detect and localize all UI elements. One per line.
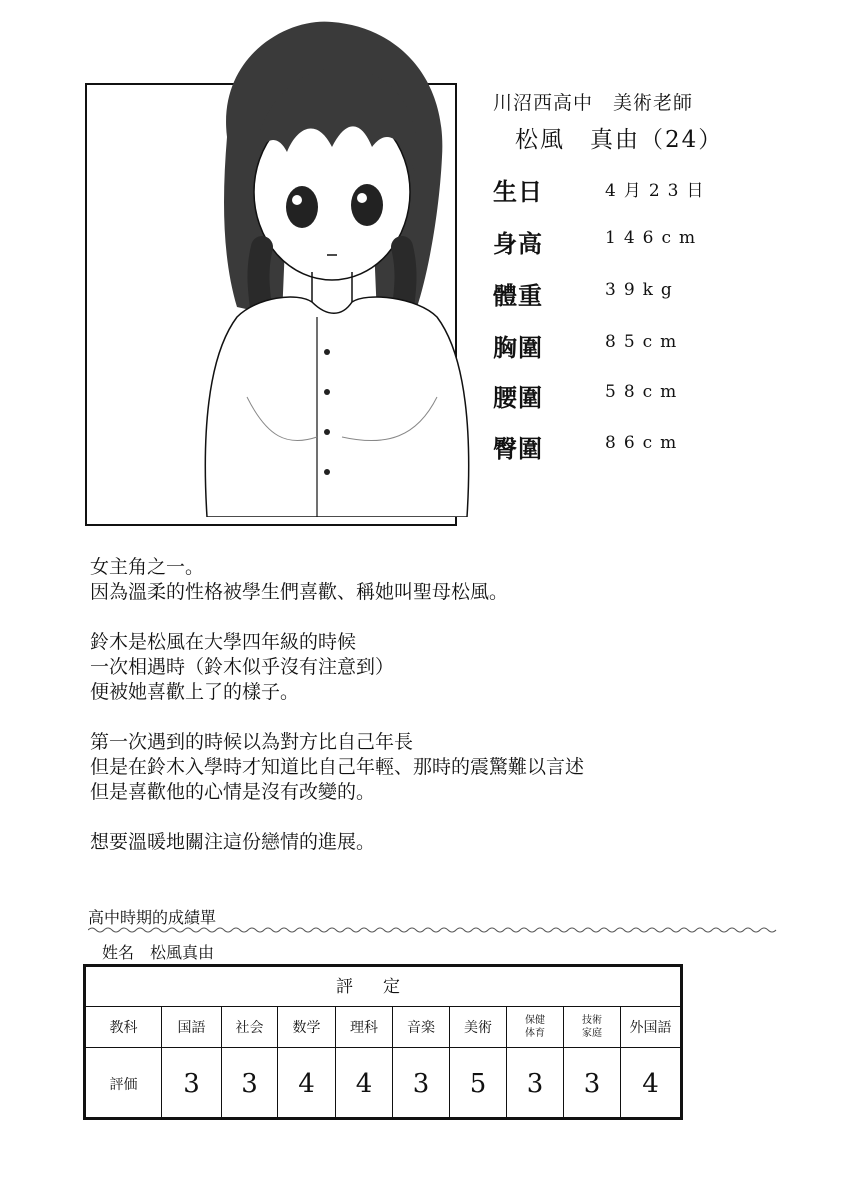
description-line: 但是在鈴木入學時才知道比自己年輕、那時的震驚難以言述 [90,756,585,778]
grade-cell: 5 [449,1048,506,1120]
grade-table [83,964,683,1120]
stat-label: 身高 [493,229,543,258]
subject-label: 教科 [109,1020,138,1036]
stat-label: 腰圍 [493,383,543,412]
subject-cell: 外国語 [620,1007,680,1047]
character-illustration [167,17,477,517]
stat-value: 58cm [605,382,685,402]
grade-cell: 3 [563,1048,620,1120]
stat-label: 生日 [493,177,543,206]
description-line: 女主角之一。 [90,556,205,578]
grade-cell: 3 [392,1048,449,1120]
grade-cell: 3 [506,1048,563,1120]
stat-value: 39kg [605,280,680,300]
subject-cell: 保健 体育 [506,1007,563,1047]
subject-cell: 理科 [335,1007,392,1047]
stat-value: 4月23日 [605,181,712,201]
school-role: 川沼西高中 美術老師 [493,92,694,114]
wavy-divider [88,924,778,936]
grade-cell: 4 [277,1048,335,1120]
stat-weight [493,276,823,316]
stat-label: 臀圍 [493,434,543,463]
description-line: 一次相遇時（鈴木似乎沒有注意到） [90,656,395,678]
grade-cell: 3 [161,1048,221,1120]
subject-cell: 音楽 [392,1007,449,1047]
description-line: 但是喜歡他的心情是沒有改變的。 [90,781,376,803]
subject-cell: 技術 家庭 [563,1007,620,1047]
stat-value: 85cm [605,332,685,352]
stat-label: 體重 [493,281,543,310]
subject-cell: 国語 [161,1007,221,1047]
stat-value: 86cm [605,433,685,453]
stat-value: 146cm [605,228,704,248]
description-line: 第一次遇到的時候以為對方比自己年長 [90,731,414,753]
stats-list [493,172,823,472]
subject-row [86,1007,680,1048]
stat-height [493,224,823,264]
subject-cell: 数学 [277,1007,335,1047]
description-line: 因為溫柔的性格被學生們喜歡、稱她叫聖母松風。 [90,581,509,603]
portrait-frame [85,83,457,526]
character-name: 松風 真由（24） [515,127,724,153]
grade-cell: 4 [620,1048,680,1120]
stat-label: 胸圍 [493,333,543,362]
stat-birthday [493,172,823,212]
character-description [90,555,790,855]
stat-bust [493,328,823,368]
grade-cell: 3 [221,1048,277,1120]
subject-cell: 社会 [221,1007,277,1047]
transcript-title: 高中時期的成績單 [88,908,217,927]
subject-cell: 美術 [449,1007,506,1047]
grade-row [86,1048,680,1120]
description-line: 想要溫暖地關注這份戀情的進展。 [90,831,376,853]
grade-label: 評価 [109,1077,138,1093]
grade-cell: 4 [335,1048,392,1120]
description-line: 鈴木是松風在大學四年級的時候 [90,631,357,653]
stat-hip [493,429,823,469]
profile-panel [493,88,823,154]
grade-table-header: 評定 [86,967,680,1007]
description-line: 便被她喜歡上了的樣子。 [90,681,300,703]
student-name: 姓名 松風真由 [102,943,215,962]
stat-waist [493,378,823,418]
